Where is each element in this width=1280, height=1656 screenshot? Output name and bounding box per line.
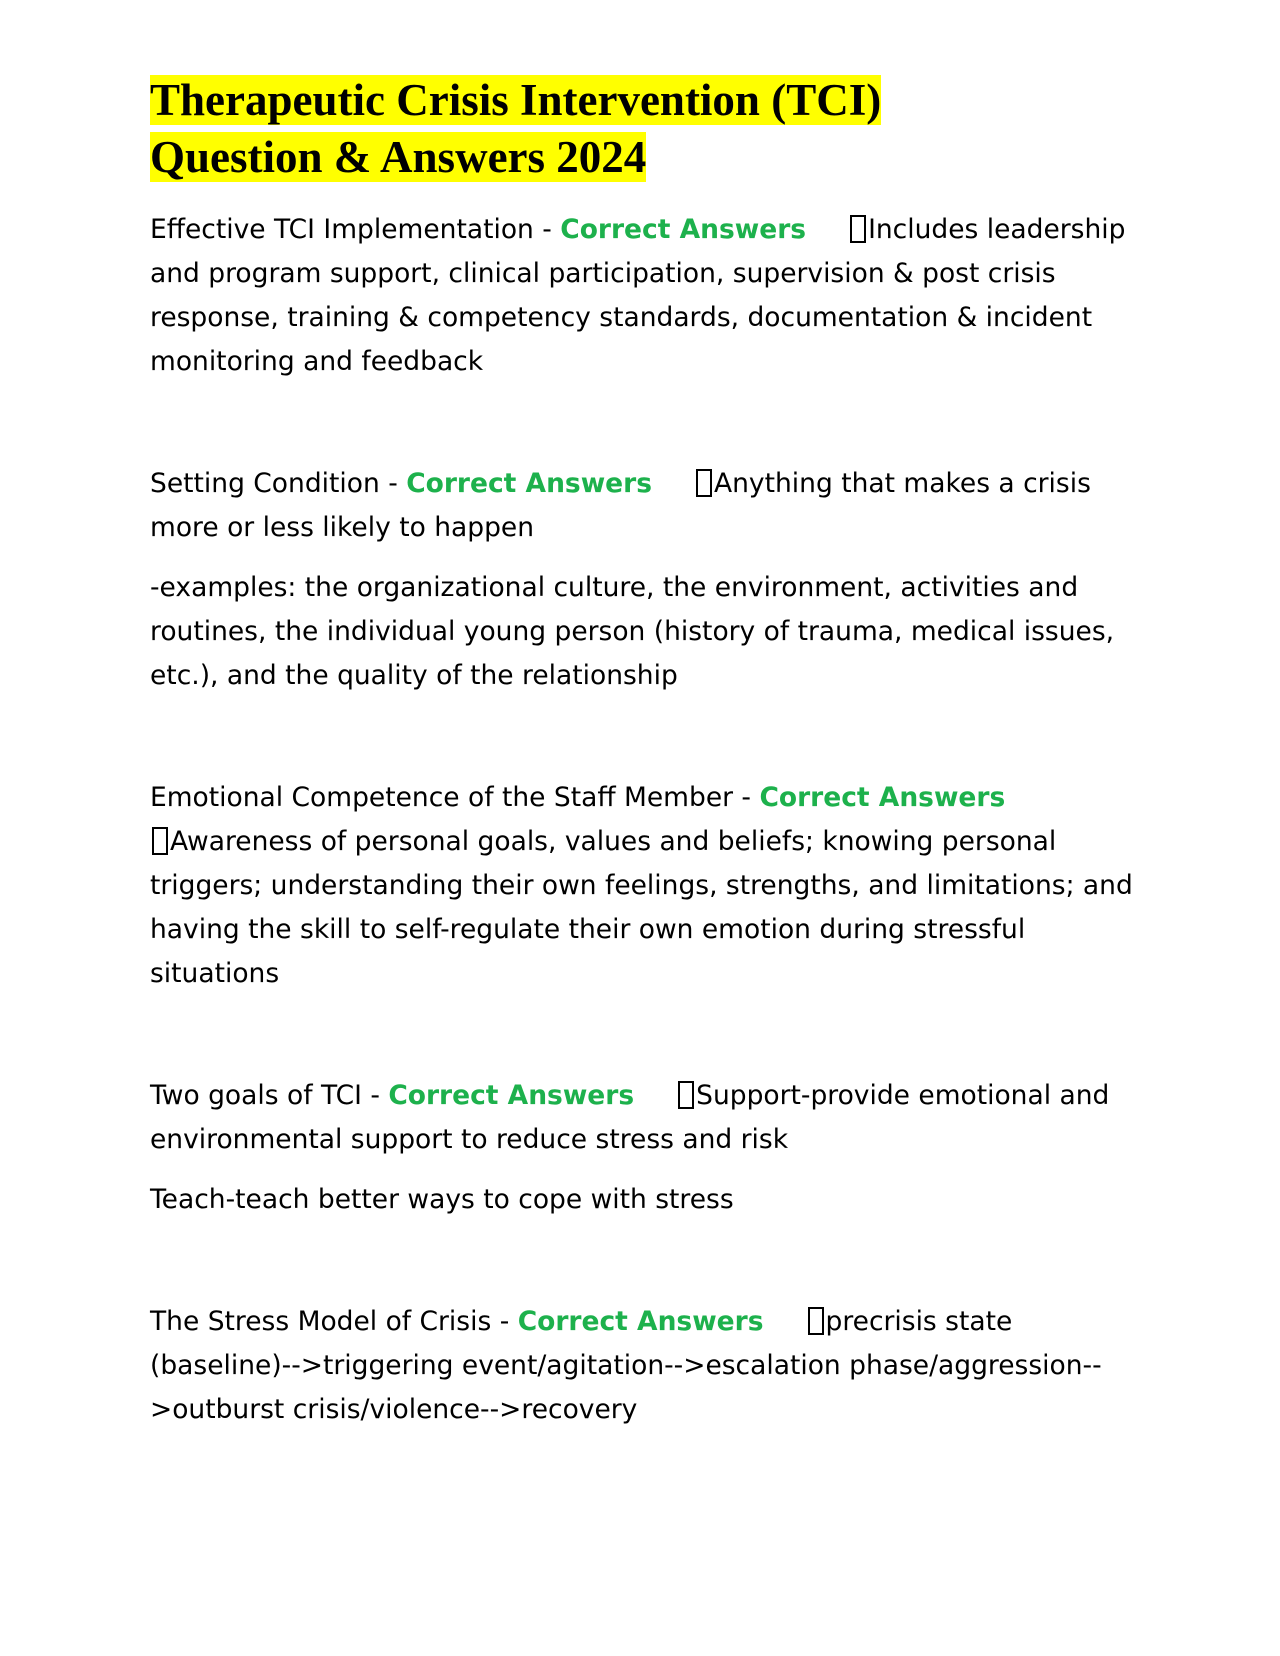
document-page <box>150 72 1140 1432</box>
title-line-2: Question & Answers 2024 <box>150 132 647 182</box>
correct-answers-label: Correct Answers <box>388 1080 635 1111</box>
correct-answers-label: Correct Answers <box>406 468 652 499</box>
qa-entry-two-goals <box>150 1074 1140 1222</box>
qa-entry-emotional-competence <box>150 776 1140 996</box>
answer-extra-text: -examples: the organizational culture, the environment, activities and routines, the individual young person (history of trauma, medical issues, etc.), and the quality of the relationship <box>150 572 1115 691</box>
missing-glyph-box-icon <box>696 469 712 497</box>
qa-paragraph <box>150 208 1140 384</box>
question-term: Setting Condition - <box>150 468 407 499</box>
question-term: The Stress Model of Crisis - <box>150 1306 518 1337</box>
qa-entry-implementation <box>150 208 1140 384</box>
correct-answers-label: Correct Answers <box>560 214 807 245</box>
missing-glyph-box-icon <box>808 1307 824 1335</box>
title-line-1: Therapeutic Crisis Intervention (TCI) <box>150 75 882 125</box>
document-title <box>150 72 1140 186</box>
qa-paragraph <box>150 462 1140 550</box>
missing-glyph-box-icon <box>152 827 168 855</box>
qa-entry-setting-condition <box>150 462 1140 698</box>
correct-answers-label: Correct Answers <box>517 1306 764 1337</box>
missing-glyph-box-icon <box>678 1081 694 1109</box>
answer-text: Anything that makes a crisis more or less likely to happen <box>150 468 1091 543</box>
question-term: Effective TCI Implementation - <box>150 214 561 245</box>
question-term: Emotional Competence of the Staff Member - <box>150 782 760 813</box>
qa-paragraph <box>150 1074 1140 1162</box>
qa-paragraph <box>150 1300 1140 1432</box>
answer-text: Includes leadership and program support, clinical participation, supervision & post crisis response, training & competency standards, documentation & incident monitoring and feedback <box>150 214 1126 377</box>
correct-answers-label: Correct Answers <box>759 782 1006 813</box>
answer-text: precrisis state (baseline)-->triggering event/agitation-->escalation phase/aggression-->outburst crisis/violence-->recovery <box>150 1306 1102 1425</box>
answer-text: Support-provide emotional and environmental support to reduce stress and risk <box>150 1080 1110 1155</box>
answer-extra-text: Teach-teach better ways to cope with stress <box>150 1184 734 1215</box>
missing-glyph-box-icon <box>850 215 866 243</box>
qa-entry-stress-model <box>150 1300 1140 1432</box>
question-term: Two goals of TCI - <box>150 1080 389 1111</box>
answer-text: Awareness of personal goals, values and beliefs; knowing personal triggers; understanding their own feelings, strengths, and limitations; and having the skill to self-regulate their own emotion during stressful situations <box>150 826 1133 989</box>
qa-paragraph <box>150 776 1140 996</box>
